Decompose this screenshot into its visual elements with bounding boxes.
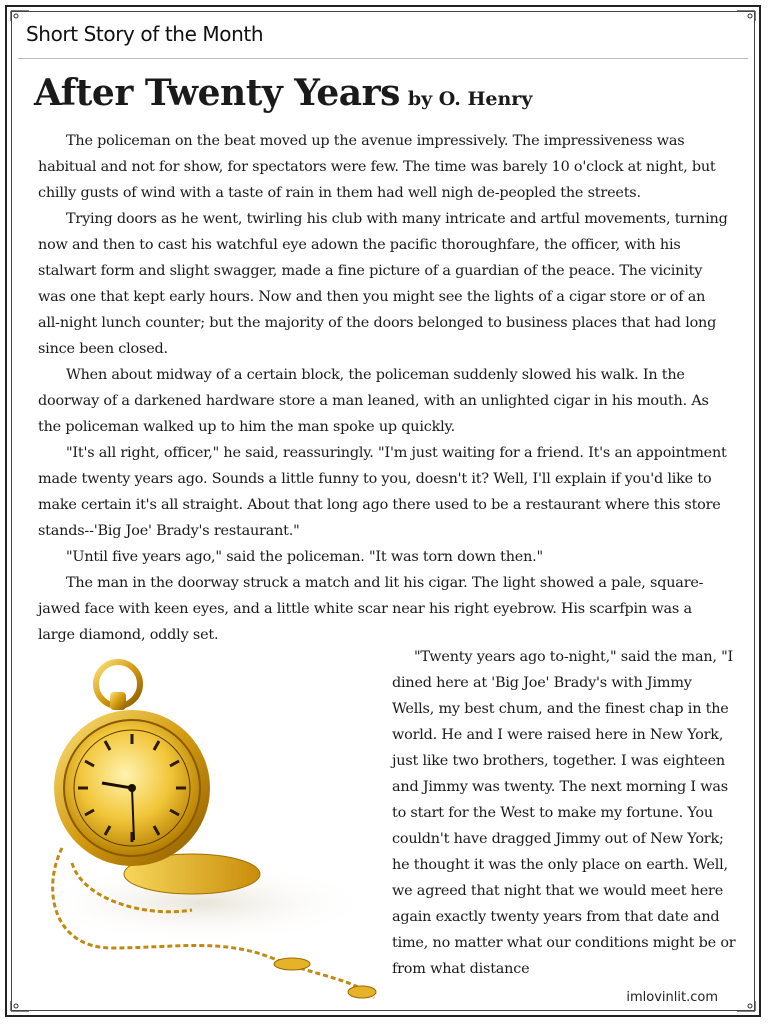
story-title: After Twenty Years (34, 72, 400, 114)
story-paragraph: Trying doors as he went, twirling his club with many intricate and artful movements, turning now and then to cast his watchful eye adown the pacific thoroughfare, the officer, with his stalwart form and slight swagger, made a fine picture of a guardian of the peace. The vicinity was one that kept early hours. Now and then you might see the lights of a cigar store or of an all-night lunch counter; but the majority of the doors belonged to business places that had long since been closed. (38, 211, 728, 357)
story-body (38, 128, 730, 648)
story-paragraph: "It's all right, officer," he said, reassuringly. "I'm just waiting for a friend. It's an appointment made twenty years ago. Sounds a little funny to you, doesn't it? Well, I'll explain if you'd like to make certain it's all straight. About that long ago there used to be a restaurant where this store stands--'Big Joe' Brady's restaurant." (38, 445, 727, 539)
section-label: Short Story of the Month (26, 22, 264, 46)
story-paragraph: "Until five years ago," said the policeman. "It was torn down then." (66, 549, 543, 565)
story-paragraph: "Twenty years ago to-night," said the man, "I dined here at 'Big Joe' Brady's with Jimmy Wells, my best chum, and the finest chap in the world. He and I were raised here in New York, just like two brothers, together. I was eighteen and Jimmy was twenty. The next morning I was to start for the West to make my fortune. You couldn't have dragged Jimmy out of New York; he thought it was the only place on earth. Well, we agreed that night that we would meet here again exactly twenty years from that date and time, no matter what our conditions might be or from what distance (392, 649, 736, 977)
story-byline: by O. Henry (407, 88, 533, 110)
story-paragraph: When about midway of a certain block, the policeman suddenly slowed his walk. In the doorway of a darkened hardware store a man leaned, with an unlighted cigar in his mouth. As the policeman walked up to him the man spoke up quickly. (38, 367, 709, 435)
story-paragraph: The policeman on the beat moved up the avenue impressively. The impressiveness was habitual and not for show, for spectators were few. The time was barely 10 o'clock at night, but chilly gusts of wind with a taste of rain in them had well nigh de-peopled the streets. (38, 133, 716, 201)
story-continued-column (392, 644, 737, 982)
header-divider (18, 58, 748, 59)
pocket-watch-illustration (22, 648, 382, 1004)
title-block (34, 72, 532, 114)
site-credit: imlovinlit.com (626, 990, 718, 1005)
story-paragraph: The man in the doorway struck a match and lit his cigar. The light showed a pale, square-jawed face with keen eyes, and a little white scar near his right eyebrow. His scarfpin was a large diamond, oddly set. (38, 575, 704, 643)
